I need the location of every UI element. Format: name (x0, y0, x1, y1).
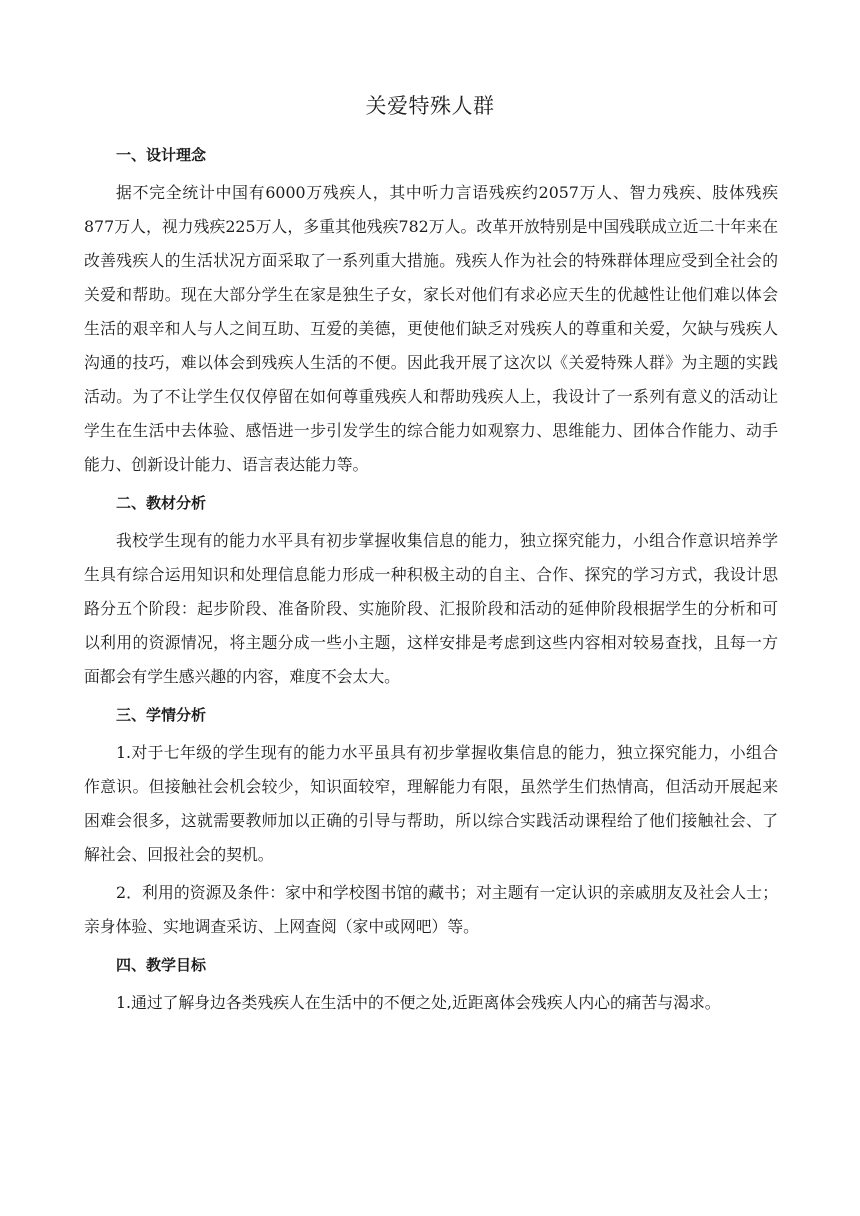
section-student-analysis (84, 698, 778, 944)
section-heading: 四、教学目标 (116, 956, 207, 974)
section-heading: 二、教材分析 (116, 494, 207, 512)
paragraph: 1.通过了解身边各类残疾人在生活中的不便之处,近距离体会残疾人内心的痛苦与渴求。 (116, 993, 721, 1012)
paragraph: 我校学生现有的能力水平具有初步掌握收集信息的能力，独立探究能力，小组合作意识培养学生具有综合运用知识和处理信息能力形成一种积极主动的自主、合作、探究的学习方式，我设计思路分五个阶段：起步阶段、准备阶段、实施阶段、汇报阶段和活动的延伸阶段根据学生的分析和可以利用的资源情况，将主题分成一些小主题，这样安排是考虑到这些内容相对较易查找，且每一方面都会有学生感兴趣的内容，难度不会太大。 (84, 531, 778, 686)
document-body (84, 138, 778, 1024)
paragraph: 2．利用的资源及条件：家中和学校图书馆的藏书；对主题有一定认识的亲戚朋友及社会人士；亲身体验、实地调查采访、上网查阅（家中或网吧）等。 (84, 883, 778, 936)
section-material-analysis (84, 486, 778, 694)
section-teaching-goals (84, 948, 778, 1020)
section-design-concept (84, 138, 778, 482)
paragraph: 1.对于七年级的学生现有的能力水平虽具有初步掌握收集信息的能力，独立探究能力，小组合作意识。但接触社会机会较少，知识面较窄，理解能力有限，虽然学生们热情高，但活动开展起来困难会很多，这就需要教师加以正确的引导与帮助，所以综合实践活动课程给了他们接触社会、了解社会、回报社会的契机。 (84, 743, 778, 864)
paragraph: 据不完全统计中国有6000万残疾人，其中听力言语残疾约2057万人、智力残疾、肢体残疾877万人，视力残疾225万人，多重其他残疾782万人。改革开放特别是中国残联成立近二十年来在改善残疾人的生活状况方面采取了一系列重大措施。残疾人作为社会的特殊群体理应受到全社会的关爱和帮助。现在大部分学生在家是独生子女，家长对他们有求必应天生的优越性让他们难以体会生活的艰辛和人与人之间互助、互爱的美德，更使他们缺乏对残疾人的尊重和关爱，欠缺与残疾人沟通的技巧，难以体会到残疾人生活的不便。因此我开展了这次以《关爱特殊人群》为主题的实践活动。为了不让学生仅仅停留在如何尊重残疾人和帮助残疾人上，我设计了一系列有意义的活动让学生在生活中去体验、感悟进一步引发学生的综合能力如观察力、思维能力、团体合作能力、动手能力、创新设计能力、语言表达能力等。 (84, 183, 778, 474)
section-heading: 一、设计理念 (116, 146, 207, 164)
section-heading: 三、学情分析 (116, 706, 207, 724)
document-title: 关爱特殊人群 (365, 94, 495, 118)
